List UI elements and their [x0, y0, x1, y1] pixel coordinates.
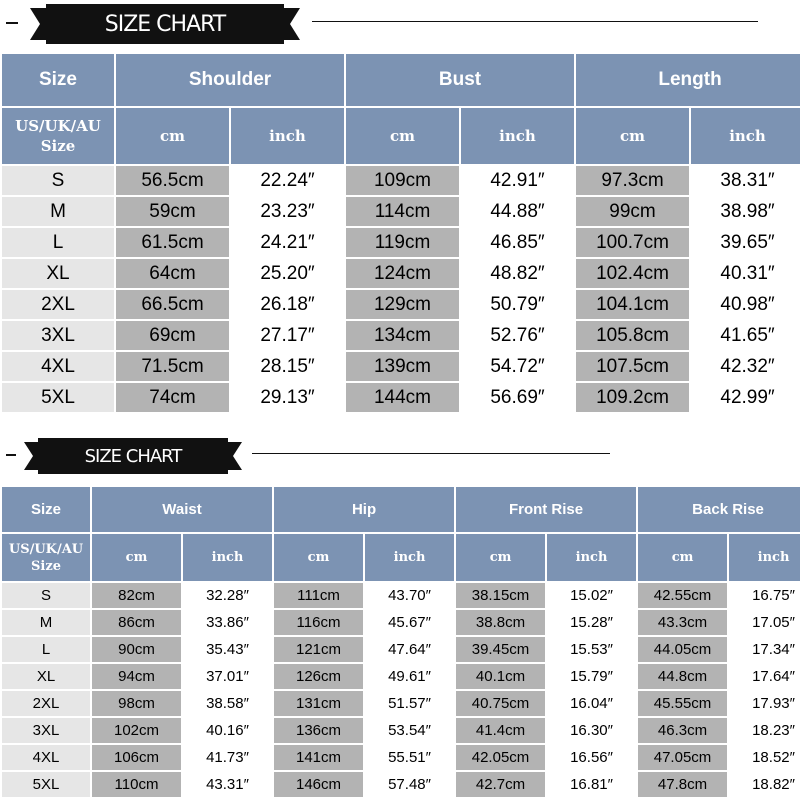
cm-value: 144cm	[346, 383, 459, 412]
inch-value: 15.28″	[547, 610, 636, 635]
unit-cm: cm	[576, 108, 689, 164]
group-header-front-rise: Front Rise	[456, 487, 636, 532]
size-label: 5XL	[2, 772, 90, 797]
unit-header-row	[2, 534, 800, 581]
table-row	[2, 197, 800, 226]
cm-value: 40.1cm	[456, 664, 545, 689]
cm-value: 44.8cm	[638, 664, 727, 689]
unit-cm: cm	[116, 108, 229, 164]
table-row	[2, 259, 800, 288]
size-label: M	[2, 610, 90, 635]
cm-value: 69cm	[116, 321, 229, 350]
cm-value: 100.7cm	[576, 228, 689, 257]
inch-value: 17.64″	[729, 664, 800, 689]
unit-cm: cm	[92, 534, 181, 581]
cm-value: 42.05cm	[456, 745, 545, 770]
cm-value: 136cm	[274, 718, 363, 743]
inch-value: 55.51″	[365, 745, 454, 770]
table-row	[2, 637, 800, 662]
cm-value: 86cm	[92, 610, 181, 635]
region-size-label: US/UK/AU Size	[2, 534, 90, 581]
unit-inch: inch	[691, 108, 800, 164]
inch-value: 43.70″	[365, 583, 454, 608]
group-header-back-rise: Back Rise	[638, 487, 800, 532]
inch-value: 18.52″	[729, 745, 800, 770]
group-header-row	[2, 487, 800, 532]
cm-value: 47.05cm	[638, 745, 727, 770]
cm-value: 131cm	[274, 691, 363, 716]
size-chart-table-top	[0, 52, 800, 414]
cm-value: 124cm	[346, 259, 459, 288]
cm-value: 66.5cm	[116, 290, 229, 319]
size-label: 2XL	[2, 290, 114, 319]
banner-ribbon	[24, 438, 242, 474]
inch-value: 50.79″	[461, 290, 574, 319]
unit-cm: cm	[456, 534, 545, 581]
inch-value: 44.88″	[461, 197, 574, 226]
inch-value: 25.20″	[231, 259, 344, 288]
inch-value: 40.98″	[691, 290, 800, 319]
inch-value: 35.43″	[183, 637, 272, 662]
cm-value: 40.75cm	[456, 691, 545, 716]
cm-value: 38.8cm	[456, 610, 545, 635]
cm-value: 44.05cm	[638, 637, 727, 662]
table-row	[2, 290, 800, 319]
cm-value: 107.5cm	[576, 352, 689, 381]
size-header: Size	[2, 54, 114, 106]
cm-value: 134cm	[346, 321, 459, 350]
inch-value: 51.57″	[365, 691, 454, 716]
banner-ribbon	[30, 4, 300, 44]
cm-value: 82cm	[92, 583, 181, 608]
cm-value: 110cm	[92, 772, 181, 797]
unit-header-row	[2, 108, 800, 164]
size-header: Size	[2, 487, 90, 532]
unit-inch: inch	[461, 108, 574, 164]
size-label: S	[2, 166, 114, 195]
table-row	[2, 610, 800, 635]
cm-value: 98cm	[92, 691, 181, 716]
inch-value: 57.48″	[365, 772, 454, 797]
inch-value: 54.72″	[461, 352, 574, 381]
size-label: S	[2, 583, 90, 608]
inch-value: 42.32″	[691, 352, 800, 381]
cm-value: 39.45cm	[456, 637, 545, 662]
table-row	[2, 352, 800, 381]
inch-value: 38.58″	[183, 691, 272, 716]
inch-value: 16.75″	[729, 583, 800, 608]
inch-value: 42.99″	[691, 383, 800, 412]
inch-value: 53.54″	[365, 718, 454, 743]
cm-value: 126cm	[274, 664, 363, 689]
size-label: XL	[2, 259, 114, 288]
size-label: 2XL	[2, 691, 90, 716]
cm-value: 42.55cm	[638, 583, 727, 608]
table-row	[2, 583, 800, 608]
cm-value: 97.3cm	[576, 166, 689, 195]
inch-value: 16.30″	[547, 718, 636, 743]
inch-value: 52.76″	[461, 321, 574, 350]
cm-value: 139cm	[346, 352, 459, 381]
cm-value: 64cm	[116, 259, 229, 288]
cm-value: 42.7cm	[456, 772, 545, 797]
cm-value: 116cm	[274, 610, 363, 635]
size-chart-table-bottom	[0, 485, 800, 799]
cm-value: 47.8cm	[638, 772, 727, 797]
inch-value: 24.21″	[231, 228, 344, 257]
inch-value: 47.64″	[365, 637, 454, 662]
cm-value: 43.3cm	[638, 610, 727, 635]
table-row	[2, 745, 800, 770]
group-header-row	[2, 54, 800, 106]
size-chart-banner-bottom	[0, 434, 800, 478]
inch-value: 27.17″	[231, 321, 344, 350]
banner-leading-dash	[6, 22, 18, 24]
inch-value: 23.23″	[231, 197, 344, 226]
group-header-hip: Hip	[274, 487, 454, 532]
size-label: M	[2, 197, 114, 226]
inch-value: 26.18″	[231, 290, 344, 319]
inch-value: 37.01″	[183, 664, 272, 689]
table-row	[2, 321, 800, 350]
inch-value: 15.79″	[547, 664, 636, 689]
unit-inch: inch	[365, 534, 454, 581]
unit-inch: inch	[231, 108, 344, 164]
banner-title: SIZE CHART	[104, 11, 226, 37]
inch-value: 17.34″	[729, 637, 800, 662]
size-label: 3XL	[2, 718, 90, 743]
inch-value: 18.82″	[729, 772, 800, 797]
cm-value: 59cm	[116, 197, 229, 226]
inch-value: 38.98″	[691, 197, 800, 226]
inch-value: 56.69″	[461, 383, 574, 412]
table-row	[2, 718, 800, 743]
region-size-label: US/UK/AU Size	[2, 108, 114, 164]
inch-value: 40.31″	[691, 259, 800, 288]
unit-cm: cm	[274, 534, 363, 581]
cm-value: 114cm	[346, 197, 459, 226]
cm-value: 104.1cm	[576, 290, 689, 319]
banner-rule	[312, 21, 758, 22]
inch-value: 16.56″	[547, 745, 636, 770]
inch-value: 38.31″	[691, 166, 800, 195]
table-row	[2, 664, 800, 689]
cm-value: 141cm	[274, 745, 363, 770]
inch-value: 15.53″	[547, 637, 636, 662]
inch-value: 46.85″	[461, 228, 574, 257]
cm-value: 111cm	[274, 583, 363, 608]
cm-value: 106cm	[92, 745, 181, 770]
cm-value: 99cm	[576, 197, 689, 226]
group-header-length: Length	[576, 54, 800, 106]
inch-value: 15.02″	[547, 583, 636, 608]
cm-value: 38.15cm	[456, 583, 545, 608]
cm-value: 94cm	[92, 664, 181, 689]
table-row	[2, 166, 800, 195]
size-label: L	[2, 228, 114, 257]
cm-value: 105.8cm	[576, 321, 689, 350]
size-chart-banner-top	[0, 0, 800, 48]
inch-value: 17.93″	[729, 691, 800, 716]
unit-cm: cm	[346, 108, 459, 164]
cm-value: 46.3cm	[638, 718, 727, 743]
cm-value: 102.4cm	[576, 259, 689, 288]
cm-value: 109cm	[346, 166, 459, 195]
size-label: L	[2, 637, 90, 662]
inch-value: 33.86″	[183, 610, 272, 635]
inch-value: 29.13″	[231, 383, 344, 412]
table-row	[2, 383, 800, 412]
inch-value: 16.81″	[547, 772, 636, 797]
group-header-shoulder: Shoulder	[116, 54, 344, 106]
inch-value: 39.65″	[691, 228, 800, 257]
cm-value: 102cm	[92, 718, 181, 743]
group-header-bust: Bust	[346, 54, 574, 106]
group-header-waist: Waist	[92, 487, 272, 532]
inch-value: 48.82″	[461, 259, 574, 288]
size-label: 3XL	[2, 321, 114, 350]
inch-value: 42.91″	[461, 166, 574, 195]
inch-value: 49.61″	[365, 664, 454, 689]
table-row	[2, 691, 800, 716]
size-label: 5XL	[2, 383, 114, 412]
size-label: 4XL	[2, 745, 90, 770]
cm-value: 129cm	[346, 290, 459, 319]
inch-value: 18.23″	[729, 718, 800, 743]
cm-value: 41.4cm	[456, 718, 545, 743]
inch-value: 43.31″	[183, 772, 272, 797]
unit-inch: inch	[547, 534, 636, 581]
cm-value: 74cm	[116, 383, 229, 412]
cm-value: 121cm	[274, 637, 363, 662]
unit-inch: inch	[729, 534, 800, 581]
unit-inch: inch	[183, 534, 272, 581]
table-row	[2, 228, 800, 257]
table-row	[2, 772, 800, 797]
inch-value: 41.65″	[691, 321, 800, 350]
inch-value: 32.28″	[183, 583, 272, 608]
size-label: 4XL	[2, 352, 114, 381]
inch-value: 41.73″	[183, 745, 272, 770]
cm-value: 56.5cm	[116, 166, 229, 195]
size-label: XL	[2, 664, 90, 689]
banner-title: SIZE CHART	[84, 445, 182, 467]
inch-value: 22.24″	[231, 166, 344, 195]
inch-value: 40.16″	[183, 718, 272, 743]
cm-value: 119cm	[346, 228, 459, 257]
cm-value: 146cm	[274, 772, 363, 797]
cm-value: 45.55cm	[638, 691, 727, 716]
inch-value: 16.04″	[547, 691, 636, 716]
inch-value: 17.05″	[729, 610, 800, 635]
inch-value: 45.67″	[365, 610, 454, 635]
unit-cm: cm	[638, 534, 727, 581]
cm-value: 109.2cm	[576, 383, 689, 412]
cm-value: 90cm	[92, 637, 181, 662]
cm-value: 71.5cm	[116, 352, 229, 381]
banner-leading-dash	[6, 454, 16, 456]
inch-value: 28.15″	[231, 352, 344, 381]
banner-rule	[252, 453, 610, 454]
cm-value: 61.5cm	[116, 228, 229, 257]
